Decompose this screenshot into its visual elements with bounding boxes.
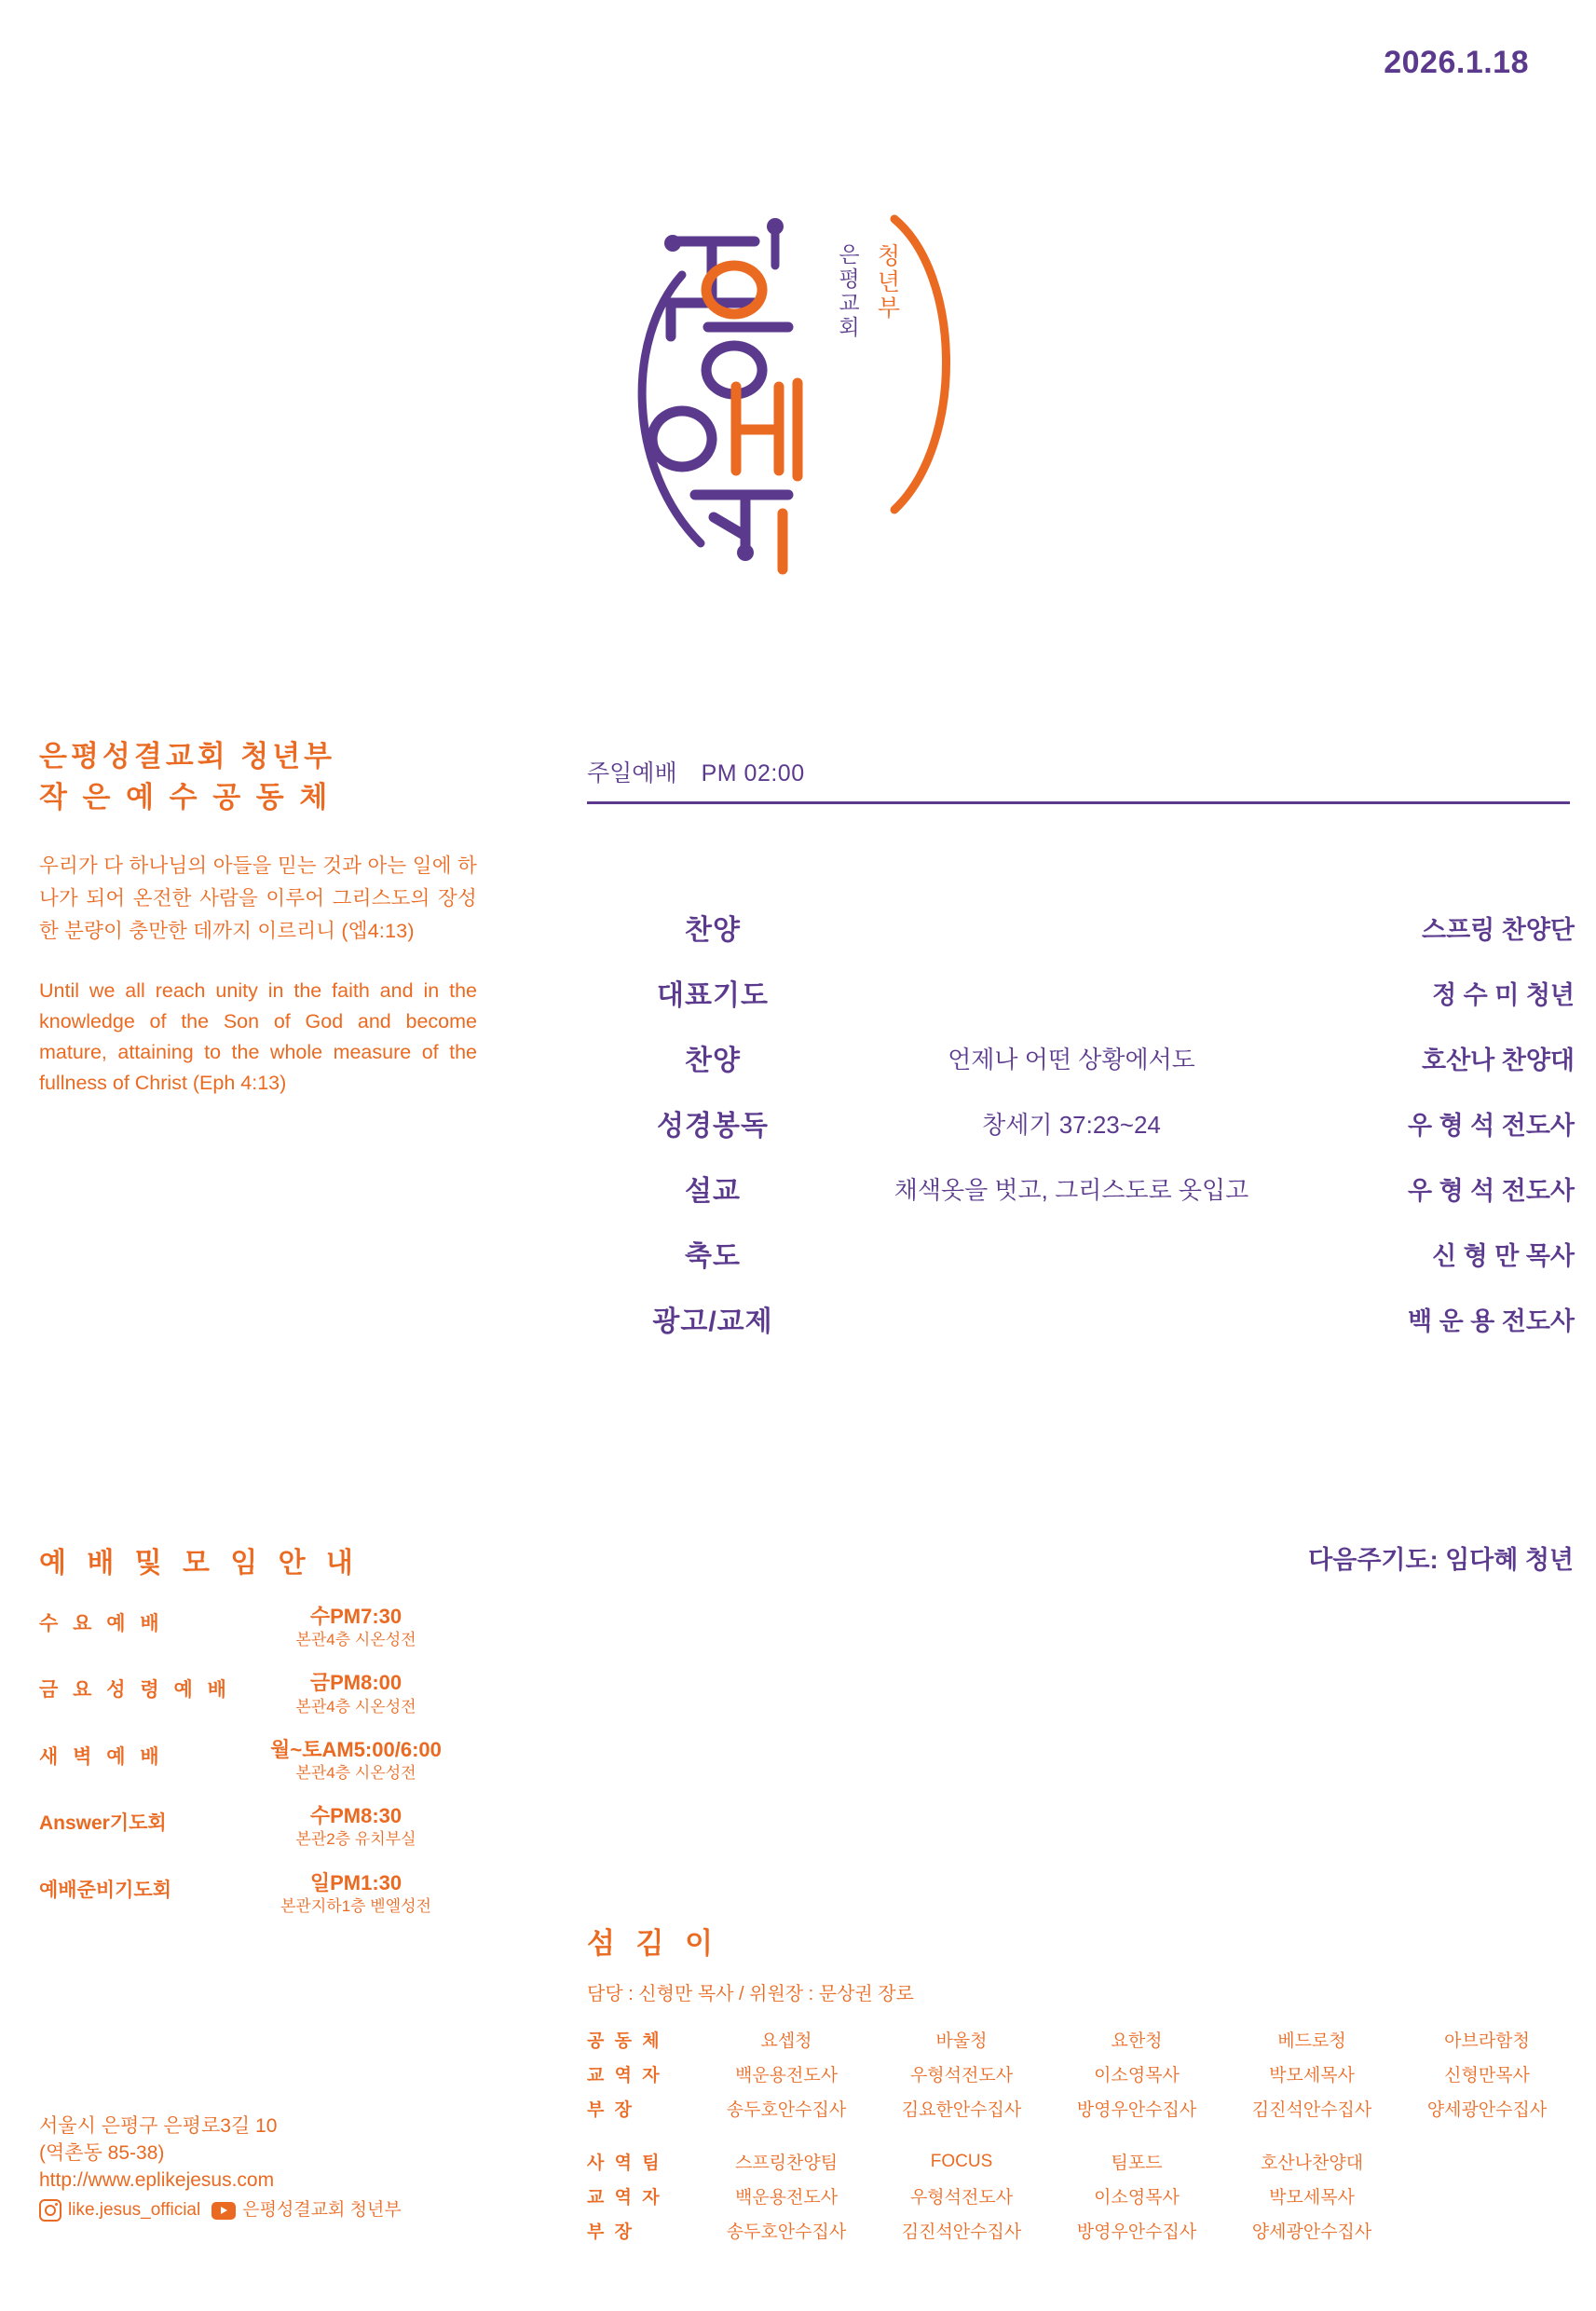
notice-time: 월~토AM5:00/6:00 — [270, 1737, 442, 1761]
order-detail — [839, 1221, 1304, 1286]
servant-cell: 방영우안수집사 — [1076, 2100, 1197, 2120]
notice-time: 일PM1:30 — [309, 1870, 402, 1894]
issue-date: 2026.1.18 — [1384, 45, 1529, 80]
table-row — [587, 2022, 1575, 2057]
notice-item — [39, 1804, 477, 1850]
order-person: 신 형 만 목사 — [1432, 1241, 1575, 1270]
order-detail: 창세기 37:23~24 — [982, 1110, 1161, 1139]
servant-cell: 송두호안수집사 — [726, 2222, 847, 2242]
servant-cell: 백운용전도사 — [734, 2188, 839, 2208]
row-label: 부 장 — [587, 2100, 634, 2120]
verse-english: Until we all reach unity in the faith and in the knowledge of the Son of God and become mature, attaining to the whole measure of the fullness of Christ (Eph 4:13) — [39, 978, 477, 1095]
order-item: 축도 — [685, 1241, 741, 1272]
notice-item — [39, 1671, 477, 1716]
svg-text:은평교회: 은평교회 — [836, 243, 860, 340]
church-title-line1: 은평성결교회 청년부 — [39, 740, 336, 773]
servants-title: 섬 김 이 — [587, 1927, 720, 1960]
row-label: 부 장 — [587, 2222, 634, 2242]
contact-footer — [39, 2113, 524, 2222]
notice-time: 수PM8:30 — [309, 1804, 402, 1828]
table-row — [587, 960, 1575, 1025]
service-name: 주일예배 — [587, 760, 677, 786]
notice-item — [39, 1871, 477, 1917]
servant-cell: 이소영목사 — [1094, 2188, 1180, 2208]
notice-item — [39, 1605, 477, 1650]
order-item: 설교 — [685, 1176, 741, 1207]
website-url[interactable]: http://www.eplikejesus.com — [39, 2168, 275, 2191]
notice-label: 새 벽 예 배 — [39, 1745, 164, 1768]
church-logo — [615, 163, 988, 601]
order-detail — [839, 895, 1304, 960]
identity-block — [39, 736, 477, 1100]
servant-cell: 우형석전도사 — [909, 2188, 1014, 2208]
notice-label: Answer기도회 — [39, 1812, 167, 1835]
order-person: 백 운 용 전도사 — [1408, 1306, 1575, 1335]
row-label: 사 역 팀 — [587, 2154, 662, 2173]
svg-text:청년부: 청년부 — [874, 243, 900, 321]
servant-cell: 양세광안수집사 — [1251, 2222, 1372, 2242]
table-row — [587, 895, 1575, 960]
notice-place: 본관2층 유치부실 — [295, 1830, 416, 1849]
servant-cell: 스프링찬양팀 — [734, 2154, 839, 2173]
instagram-icon — [39, 2199, 61, 2222]
service-time: PM 02:00 — [701, 760, 805, 786]
servant-cell: 요한청 — [1111, 2031, 1163, 2051]
order-person: 우 형 석 전도사 — [1408, 1111, 1575, 1140]
order-item: 대표기도 — [657, 980, 769, 1011]
servant-cell: 김진석안수집사 — [1251, 2100, 1372, 2120]
notice-place: 본관4층 시온성전 — [295, 1764, 416, 1783]
servant-cell: 호산나찬양대 — [1260, 2154, 1364, 2173]
order-detail: 언제나 어떤 상황에서도 — [948, 1045, 1195, 1073]
table-row — [587, 2057, 1575, 2091]
servant-cell — [1399, 2213, 1575, 2248]
church-title — [39, 736, 477, 818]
servants-section — [587, 1920, 1575, 2248]
header-divider — [587, 801, 1570, 804]
table-spacer — [587, 2126, 1575, 2144]
notice-label: 수 요 예 배 — [39, 1613, 164, 1634]
order-detail: 채색옷을 벗고, 그리스도로 옷입고 — [893, 1175, 1249, 1204]
order-detail — [839, 960, 1304, 1025]
servants-table — [587, 2022, 1575, 2248]
notices-title: 예 배 및 모 임 안 내 — [39, 1548, 360, 1579]
church-title-line2: 작 은 예 수 공 동 체 — [39, 781, 332, 814]
order-item: 성경봉독 — [657, 1111, 769, 1142]
youtube-channel[interactable]: 은평성결교회 청년부 — [242, 2199, 402, 2220]
servant-cell: 아브라함청 — [1444, 2031, 1530, 2051]
servant-cell — [1399, 2179, 1575, 2213]
order-person: 호산나 찬양대 — [1422, 1046, 1575, 1074]
servant-cell: 바울청 — [935, 2031, 988, 2051]
table-row — [587, 2179, 1575, 2213]
address-line2: (역촌동 85-38) — [39, 2141, 165, 2164]
order-item: 찬양 — [685, 1046, 741, 1076]
meeting-notices — [39, 1539, 477, 1937]
table-row — [587, 2091, 1575, 2126]
table-row — [587, 1221, 1575, 1286]
notice-label: 예배준비기도회 — [39, 1879, 172, 1901]
notice-item — [39, 1738, 477, 1784]
servant-cell: 김요한안수집사 — [901, 2100, 1022, 2120]
table-row — [587, 2144, 1575, 2179]
table-row — [587, 1286, 1575, 1351]
table-row — [587, 1025, 1575, 1090]
order-detail — [839, 1286, 1304, 1351]
table-row — [587, 2213, 1575, 2248]
notice-place: 본관지하1층 벧엘성전 — [280, 1896, 431, 1915]
order-of-service-table — [587, 895, 1575, 1351]
order-person: 우 형 석 전도사 — [1408, 1176, 1575, 1205]
notice-place: 본관4층 시온성전 — [295, 1697, 416, 1716]
verse-korean: 우리가 다 하나님의 아들을 믿는 것과 아는 일에 하나가 되어 온전한 사람을 이루어 그리스도의 장성한 분량이 충만한 데까지 이르리니 (엡4:13) — [39, 855, 477, 942]
service-header — [587, 755, 1575, 804]
servant-cell: 박모세목사 — [1269, 2188, 1355, 2208]
table-row — [587, 1090, 1575, 1156]
servant-cell: FOCUS — [930, 2151, 993, 2171]
row-label: 교 역 자 — [587, 2066, 662, 2085]
row-label: 공 동 체 — [587, 2031, 662, 2051]
social-links — [39, 2198, 524, 2222]
servant-cell: 박모세목사 — [1269, 2066, 1355, 2085]
servant-cell: 백운용전도사 — [734, 2066, 839, 2085]
youtube-icon — [211, 2202, 236, 2220]
order-item: 찬양 — [685, 915, 741, 946]
notice-time: 금PM8:00 — [309, 1671, 402, 1695]
servant-cell: 방영우안수집사 — [1076, 2222, 1197, 2242]
servant-cell: 우형석전도사 — [909, 2066, 1014, 2085]
servants-subtitle: 담당 : 신형만 목사 / 위원장 : 문상권 장로 — [587, 1984, 914, 2004]
servant-cell: 팀포드 — [1111, 2154, 1163, 2173]
order-item: 광고/교제 — [652, 1306, 773, 1337]
address-line1: 서울시 은평구 은평로3길 10 — [39, 2115, 278, 2137]
servant-cell — [1399, 2144, 1575, 2179]
order-person: 정 수 미 청년 — [1432, 980, 1575, 1009]
row-label: 교 역 자 — [587, 2188, 662, 2208]
instagram-handle[interactable]: like.jesus_official — [68, 2199, 201, 2220]
servant-cell: 김진석안수집사 — [901, 2222, 1022, 2242]
servant-cell: 베드로청 — [1277, 2031, 1346, 2051]
next-week-prayer: 다음주기도: 임다혜 청년 — [1308, 1546, 1574, 1574]
servant-cell: 양세광안수집사 — [1426, 2100, 1548, 2120]
servant-cell: 송두호안수집사 — [726, 2100, 847, 2120]
notice-time: 수PM7:30 — [309, 1605, 402, 1628]
notice-place: 본관4층 시온성전 — [295, 1631, 416, 1649]
notice-label: 금 요 성 령 예 배 — [39, 1679, 231, 1702]
order-person: 스프링 찬양단 — [1422, 915, 1575, 944]
servant-cell: 요셉청 — [760, 2031, 812, 2051]
table-row — [587, 1156, 1575, 1221]
servant-cell: 신형만목사 — [1444, 2066, 1530, 2085]
servant-cell: 이소영목사 — [1094, 2066, 1180, 2085]
